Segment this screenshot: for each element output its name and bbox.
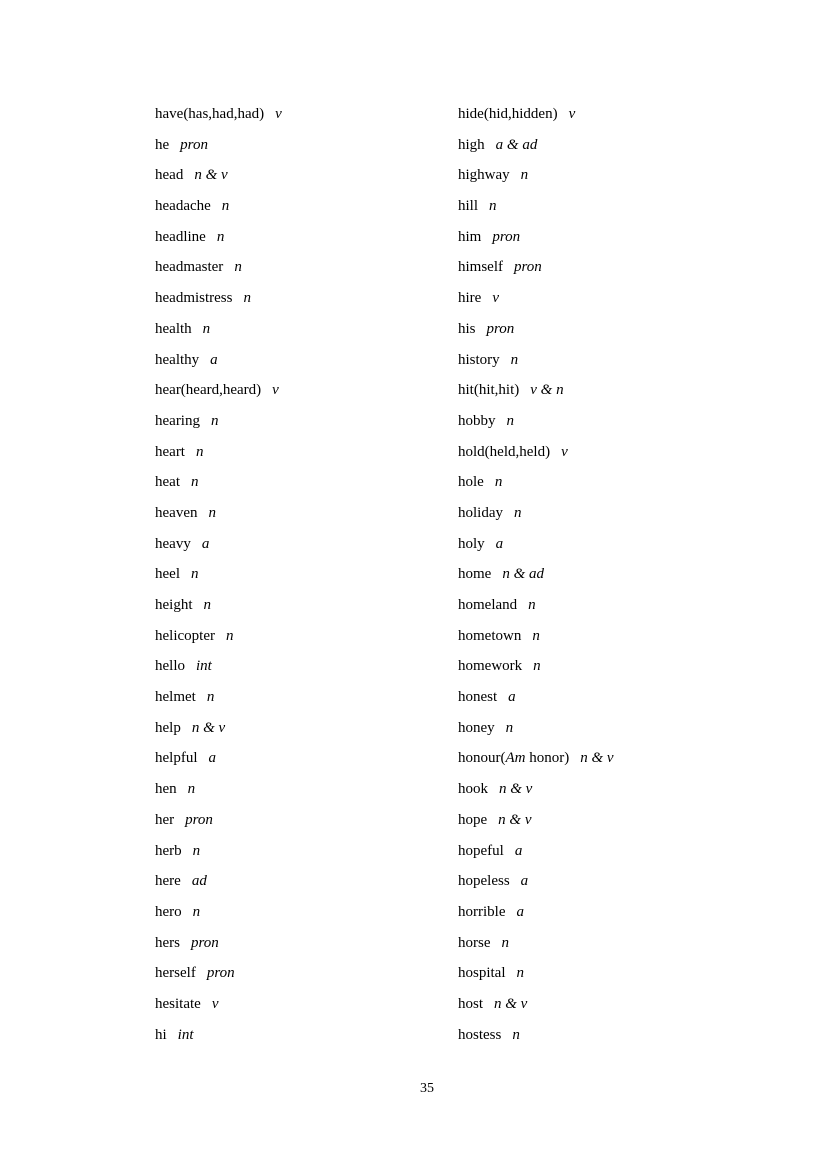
word-text: hearing [155, 412, 200, 429]
word-entry [458, 165, 614, 196]
word-text: height [155, 597, 193, 613]
word-entry [155, 1025, 282, 1056]
pos-label: n & v [194, 167, 228, 184]
word-text: highway [458, 167, 510, 184]
word-text: hers [155, 934, 180, 951]
pos-label: n & v [499, 781, 533, 798]
pos-label: n [192, 903, 201, 920]
pos-label: n [208, 504, 216, 521]
word-entry [155, 411, 282, 442]
pos-label: v [275, 106, 282, 122]
word-text: honey [458, 719, 495, 736]
word-entry [458, 595, 614, 626]
word-entry [155, 963, 282, 994]
pos-label: n [243, 290, 251, 307]
pos-label: n & v [580, 750, 614, 767]
word-entry [155, 595, 282, 626]
word-text: healthy [155, 351, 200, 368]
word-text: heel [155, 566, 180, 583]
word-entry [155, 994, 282, 1025]
pos-label: n [505, 719, 514, 736]
pos-label: n [195, 443, 204, 460]
word-text: high [458, 136, 485, 153]
word-text: honest [458, 689, 498, 706]
word-text: heat [155, 474, 180, 491]
word-entry [155, 933, 282, 964]
pos-label: a [516, 903, 524, 920]
pos-label: n [516, 965, 524, 982]
word-entry [458, 564, 614, 595]
word-entry [458, 810, 614, 841]
word-text: head [155, 167, 184, 184]
word-entry [458, 748, 614, 779]
word-entry [458, 135, 614, 166]
word-text: hopeful [458, 842, 504, 859]
word-entry [155, 135, 282, 166]
word-entry [458, 411, 614, 442]
word-text: headache [155, 198, 211, 215]
word-entry [458, 380, 614, 411]
pos-label: v [272, 382, 279, 399]
word-entry [458, 350, 614, 381]
word-text: heavy [155, 535, 191, 552]
word-entry [155, 350, 282, 381]
word-text: his [458, 320, 476, 337]
word-text: help [155, 719, 181, 736]
pos-label: n [501, 934, 509, 951]
word-text: her [155, 811, 175, 828]
pos-label: n [506, 412, 514, 429]
pos-label: n [225, 627, 234, 644]
word-entry [458, 288, 614, 319]
pos-label: n [192, 842, 201, 859]
word-text: health [155, 320, 192, 337]
word-entry [155, 380, 282, 411]
word-text: hit(hit,hit) [458, 382, 520, 399]
word-text: homeland [458, 597, 518, 613]
pos-label: n & ad [502, 566, 544, 583]
word-text: honour(Am honor) [458, 750, 570, 767]
pos-label: n [203, 597, 211, 613]
pos-label: a & ad [495, 136, 538, 153]
word-text: hostess [458, 1026, 502, 1043]
word-text: hobby [458, 412, 496, 429]
word-text: history [458, 351, 500, 368]
word-entry [155, 748, 282, 779]
pos-label: n [510, 351, 519, 368]
word-entry [458, 442, 614, 473]
word-entry [155, 718, 282, 749]
pos-label: n & v [498, 811, 532, 828]
word-entry [458, 626, 614, 657]
pos-label: v & n [530, 382, 564, 399]
word-text: headline [155, 228, 206, 245]
pos-label: n [210, 412, 219, 429]
word-entry [155, 472, 282, 503]
pos-label: v [561, 443, 568, 460]
word-entry [458, 994, 614, 1025]
pos-label: v [492, 290, 499, 307]
word-text: helmet [155, 689, 196, 706]
word-text: hometown [458, 627, 522, 644]
pos-label: n [187, 781, 196, 798]
pos-label: pron [492, 228, 521, 245]
pos-label: ad [191, 873, 207, 890]
word-entry [155, 534, 282, 565]
word-text: headmistress [155, 290, 233, 307]
pos-label: a [508, 689, 516, 706]
word-text: himself [458, 259, 503, 276]
pos-label: pron [185, 811, 213, 828]
word-text: hen [155, 781, 177, 798]
word-entry [155, 442, 282, 473]
pos-label: int [196, 658, 212, 675]
word-entry [155, 288, 282, 319]
word-entry [458, 503, 614, 534]
pos-label: n & v [494, 995, 528, 1012]
word-text: homework [458, 658, 523, 675]
word-text: him [458, 228, 482, 245]
pos-label: int [177, 1026, 194, 1043]
word-text: hero [155, 903, 182, 920]
word-entry [155, 841, 282, 872]
word-text: have(has,had,had) [155, 106, 265, 122]
pos-label: n [533, 658, 541, 675]
word-text: heart [155, 443, 185, 460]
word-entry [155, 810, 282, 841]
word-entry [458, 472, 614, 503]
word-text: helpful [155, 750, 198, 767]
word-entry [458, 656, 614, 687]
word-text: hook [458, 781, 488, 798]
word-entry [458, 963, 614, 994]
pos-label: n [489, 198, 497, 215]
word-text: hold(held,held) [458, 443, 551, 460]
word-entry [458, 902, 614, 933]
word-text: host [458, 995, 484, 1012]
word-text: hire [458, 290, 482, 307]
word-text: heaven [155, 504, 198, 521]
word-entry [458, 871, 614, 902]
word-text: horse [458, 934, 491, 951]
word-entry [155, 503, 282, 534]
word-text: herb [155, 842, 182, 859]
word-entry [155, 656, 282, 687]
pos-label: a [210, 351, 218, 368]
word-entry [458, 718, 614, 749]
word-text: here [155, 873, 181, 890]
word-text: home [458, 566, 492, 583]
word-entry [155, 319, 282, 350]
word-text: hill [458, 198, 479, 215]
pos-label: n [532, 627, 540, 644]
word-entry [458, 1025, 614, 1056]
word-list-column-left [155, 104, 282, 1055]
word-entry [155, 227, 282, 258]
pos-label: n [494, 474, 503, 491]
word-entry [155, 902, 282, 933]
word-entry [458, 534, 614, 565]
word-text: hospital [458, 965, 506, 982]
word-entry [155, 564, 282, 595]
word-list-column-right [458, 104, 614, 1055]
pos-label: n [234, 259, 242, 276]
word-text: hide(hid,hidden) [458, 106, 558, 122]
word-text: headmaster [155, 259, 224, 276]
word-entry [458, 319, 614, 350]
pos-label: pron [191, 934, 219, 951]
pos-label: n [190, 474, 199, 491]
word-entry [155, 257, 282, 288]
word-entry [458, 841, 614, 872]
word-text: hear(heard,heard) [155, 382, 262, 399]
pos-label: pron [206, 965, 235, 982]
pos-label: v [211, 995, 219, 1012]
word-text: horrible [458, 903, 506, 920]
pos-label: n [528, 597, 536, 613]
pos-label: a [495, 535, 504, 552]
word-text: hesitate [155, 995, 201, 1012]
pos-label: n [202, 320, 211, 337]
word-text: hope [458, 811, 488, 828]
word-entry [155, 626, 282, 657]
pos-label: a [208, 750, 216, 767]
word-entry [458, 227, 614, 258]
pos-label: n [514, 504, 522, 521]
pos-label: n & v [191, 719, 226, 736]
pos-label: pron [180, 136, 208, 153]
pos-label: v [568, 106, 576, 122]
pos-label: pron [486, 320, 515, 337]
word-entry [458, 104, 614, 135]
pos-label: a [520, 873, 529, 890]
word-text: herself [155, 965, 196, 982]
pos-label: n [190, 566, 199, 583]
pos-label: n [512, 1026, 520, 1043]
word-entry [458, 257, 614, 288]
word-entry [155, 165, 282, 196]
pos-label: n [520, 167, 529, 184]
word-text: helicopter [155, 627, 215, 644]
word-text: holiday [458, 504, 503, 521]
word-entry [155, 779, 282, 810]
word-entry [458, 933, 614, 964]
word-entry [458, 196, 614, 227]
word-entry [155, 687, 282, 718]
word-text: hi [155, 1026, 167, 1043]
pos-label: pron [514, 259, 542, 276]
pos-label: a [514, 842, 523, 859]
word-text: he [155, 136, 170, 153]
word-text: hello [155, 658, 185, 675]
word-text: hole [458, 474, 484, 491]
pos-label: n [206, 689, 215, 706]
pos-label: n [216, 228, 225, 245]
word-entry [155, 104, 282, 135]
pos-label: a [201, 535, 210, 552]
word-text: holy [458, 535, 485, 552]
page-number: 35 [420, 1081, 434, 1096]
pos-label: n [221, 198, 230, 215]
word-entry [458, 687, 614, 718]
word-text: hopeless [458, 873, 510, 890]
word-entry [155, 196, 282, 227]
word-entry [458, 779, 614, 810]
word-entry [155, 871, 282, 902]
